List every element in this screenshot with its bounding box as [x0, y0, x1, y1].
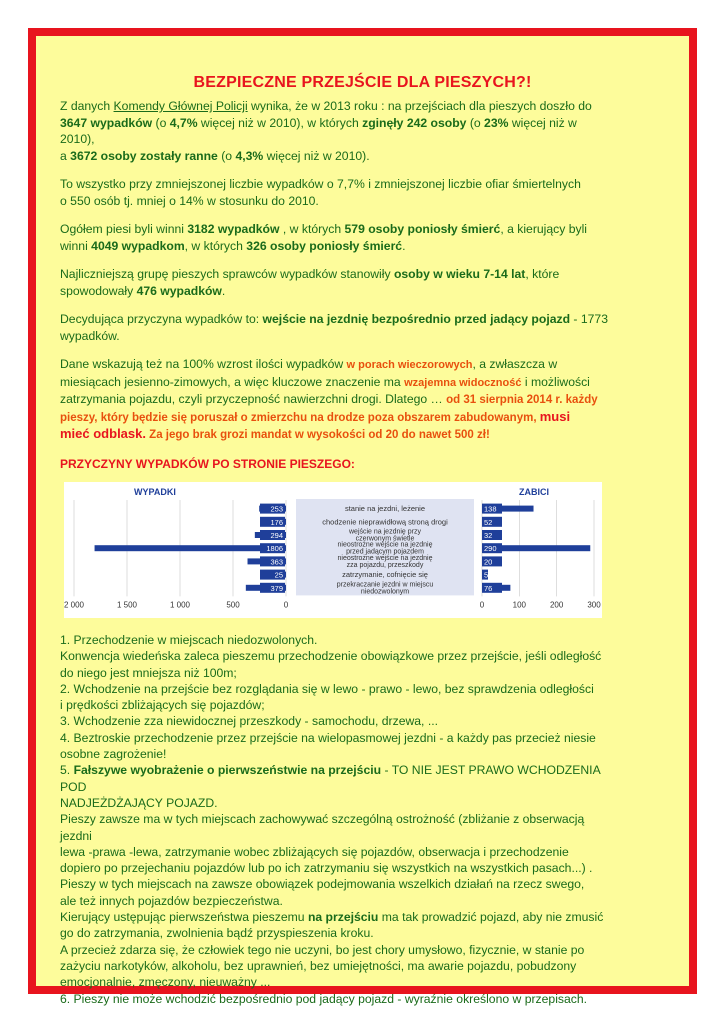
list-item: 2. Wchodzenie na przejście bez rozglądania się w lewo - prawo - lewo, bez sprawdzenia odległości	[60, 681, 594, 696]
chart-data-label-wypadki: 1806	[266, 544, 283, 554]
chart-category-label: nieostrożne wejście na jezdnię	[337, 541, 433, 549]
chart-data-label-wypadki: 176	[270, 517, 283, 527]
list-item	[60, 762, 612, 795]
text-bold: 4049 wypadkom	[91, 238, 185, 253]
text: Z danych	[60, 99, 114, 113]
list-item: A przecież zdarza się, że człowiek tego nie uczyni, bo jest chory umysłowo, fizycznie, w stanie po	[60, 942, 585, 957]
text-bold: 4,3%	[235, 148, 264, 163]
paragraph-statistics	[60, 98, 612, 164]
list-item: Pieszy zawsze ma w tych miejscach zachowywać szczególną ostrożność (zbliżanie z obserwacją jezdni	[60, 812, 585, 843]
text-bold: 326 osoby poniosły śmierć	[246, 238, 403, 253]
chart-category-label: nieostrożne wejście na jezdnię	[337, 554, 433, 562]
text: 5.	[60, 763, 74, 778]
list-item: 3. Wchodzenie zza niewidocznej przeszkody - samochodu, drzewa, ...	[60, 714, 438, 729]
police-link[interactable]: Komendy Głównej Policji	[113, 99, 248, 113]
chart-left-tick-label: 500	[226, 600, 240, 610]
text-bold: 3672 osoby zostały ranne	[70, 148, 218, 163]
chart-data-label-wypadki: 379	[270, 583, 283, 593]
text: Najliczniejszą grupę pieszych sprawców wypadków stanowiły	[60, 267, 394, 281]
list-item: Konwencja wiedeńska zaleca pieszemu przechodzenie obowiązkowe przez przejście, jeśli odległość	[60, 649, 602, 664]
chart-right-tick-label: 200	[549, 600, 564, 610]
list-item: NADJEŻDŻAJĄCY POJAZD.	[60, 795, 218, 810]
chart-left-tick-label: 1 000	[169, 600, 191, 610]
text: Decydująca przyczyna wypadków to:	[60, 312, 263, 326]
text: (o	[217, 148, 236, 163]
text: wypadków.	[60, 328, 120, 343]
text: winni	[60, 238, 92, 253]
paragraph-blame	[60, 221, 612, 254]
text-bold: 23%	[484, 115, 509, 130]
chart-data-label-zabici: 20	[484, 557, 493, 567]
chart-data-label-zabici: 32	[484, 531, 493, 540]
text: - TO NIE JEST PRAWO WCHODZENIA POD	[60, 763, 601, 794]
chart-category-label: przed jadącym pojazdem	[346, 548, 424, 556]
chart-category-label: niedozwolonym	[360, 588, 410, 596]
text: spowodowały	[60, 283, 137, 298]
text: więcej niż w 2010),	[60, 115, 577, 146]
chart-category-label: stanie na jezdni, leżenie	[344, 504, 426, 514]
list-item: 4. Beztroskie przechodzenie przez przejście na wielopasmowej jezdni - a każdy pas przecież niesie	[60, 730, 596, 745]
text-bold: 579 osoby poniosły śmierć	[344, 222, 501, 236]
page-title: BEZPIECZNE PRZEJŚCIE DLA PIESZYCH?!	[193, 74, 532, 91]
paragraph-reduction	[60, 176, 612, 209]
text: a	[60, 148, 71, 163]
text-bold: Fałszywe wyobrażenie o pierwszeństwie na przejściu	[73, 763, 382, 778]
text: , a zwłaszcza w	[472, 357, 558, 371]
text: , a kierujący byli	[500, 222, 588, 236]
list-item: emocjonalnie, zmęczony, nieuważny ...	[60, 975, 271, 990]
text-bold: 3182 wypadków	[187, 222, 280, 236]
text-red: musi	[539, 408, 571, 424]
text: (o	[466, 115, 485, 130]
chart-right-title: ZABICI	[519, 487, 549, 497]
list-item: lewa -prawa -lewa, zatrzymanie wobec zbliżających się pojazdów, obserwacja i przechodzenie	[60, 844, 569, 859]
text: Ogółem piesi byli winni	[60, 222, 188, 236]
chart-left-tick-label: 2 000	[64, 600, 85, 610]
chart-data-label-wypadki: 253	[270, 504, 283, 514]
chart-left-title: WYPADKI	[134, 487, 176, 497]
text: .	[402, 238, 406, 253]
text-orange: w porach wieczorowych	[346, 359, 473, 371]
list-item: do niego jest mniejsza niż 100m;	[60, 665, 237, 680]
chart-right-tick-label: 0	[479, 600, 485, 610]
chart-category-label: zatrzymanie, cofnięcie się	[342, 570, 428, 580]
list-item: dopiero po przejechaniu pojazdów lub po ich zatrzymaniu się wszystkich na wszystkich pasach...) .	[60, 861, 593, 876]
paragraph-visibility	[60, 356, 612, 444]
text-bold: 476 wypadków	[136, 283, 222, 298]
causes-chart	[64, 482, 602, 618]
text-bold: osoby w wieku 7-14 lat	[393, 267, 526, 281]
text: więcej niż w 2010), w których	[197, 115, 363, 130]
chart-category-label: wejście na jezdnię przy	[349, 528, 421, 536]
main-content	[60, 98, 612, 1007]
text: o 550 osób tj. mniej o 14% w stosunku do 2010.	[60, 193, 319, 208]
chart-right-tick-label: 100	[512, 600, 527, 610]
text-orange: wzajemna widoczność	[404, 376, 522, 389]
text: zatrzymania pojazdu, czyli przyczepność nawierzchni drogi. Dlatego …	[60, 392, 447, 406]
text: wynika, że w 2013 roku : na przejściach dla pieszych doszło do	[247, 99, 592, 113]
chart-right-tick-label: 300	[587, 600, 601, 610]
chart-category-label: czerwonym świetle	[355, 535, 415, 543]
chart-data-label-zabici: 5	[484, 570, 489, 580]
text: ma tak prowadzić pojazd, aby nie zmusić	[378, 910, 604, 925]
chart-data-label-wypadki: 25	[274, 570, 283, 580]
text-orange: od 31 sierpnia 2014 r. każdy	[446, 394, 598, 406]
chart-left-tick-label: 0	[283, 600, 289, 610]
text: więcej niż w 2010).	[263, 148, 370, 163]
list-item: ale też innych pojazdów bezpieczeństwa.	[60, 893, 283, 908]
chart-category-label: chodzenie nieprawidłową stroną drogi	[322, 517, 448, 527]
list-item: go do zatrzymania, zwolnienia bądź przyspieszenia kroku.	[60, 926, 374, 941]
list-item	[60, 909, 612, 925]
text: - 1773	[570, 312, 608, 326]
list-item: i prędkości zbliżających się pojazdów;	[60, 698, 265, 713]
causes-chart-svg	[64, 482, 602, 618]
chart-data-label-zabici: 290	[484, 544, 497, 554]
list-item: 1. Przechodzenie w miejscach niedozwolonych.	[60, 633, 318, 647]
list-item: zażyciu narkotyków, alkoholu, bez uprawnień, bez umiejętności, ma awarie pojazdu, pobudzony	[60, 958, 577, 973]
text: Kierujący ustępując pierwszeństwa pieszemu	[60, 910, 308, 925]
chart-category-label: zza pojazdu, przeszkody	[346, 561, 424, 569]
text: To wszystko przy zmniejszonej liczbie wypadków o 7,7% i zmniejszonej liczbie ofiar śmiertelnych	[60, 177, 581, 191]
paragraph-main-cause	[60, 311, 612, 344]
text-bold: 4,7%	[169, 115, 198, 130]
list-item: osobne zagrożenie!	[60, 747, 167, 762]
text-bold: zginęły 242 osoby	[362, 115, 467, 130]
text-bold: 3647 wypadków	[60, 115, 153, 130]
text: .	[221, 283, 226, 298]
chart-data-label-wypadki: 363	[270, 557, 283, 567]
text-orange: pieszy, który będzie się poruszał o zmierzchu na drodze poza obszarem zabudowanym,	[60, 411, 540, 424]
text: miesiącach jesienno-zimowych, a więc kluczowe znaczenie ma	[60, 374, 405, 389]
text: , w których	[279, 222, 345, 236]
text-bold: wejście na jezdnię bezpośrednio przed jadący pojazd	[262, 312, 571, 326]
text: (o	[152, 115, 170, 130]
chart-data-label-zabici: 52	[484, 517, 493, 527]
text-red: mieć odblask.	[60, 426, 146, 441]
paragraph-age-group	[60, 266, 612, 299]
list-item: Pieszy w tych miejscach na zawsze obowiązek podejmowania wszelkich działań na rzecz swego,	[60, 877, 585, 892]
text: i możliwości	[521, 374, 590, 389]
chart-bar-wypadki	[95, 544, 286, 554]
text-bold: na przejściu	[307, 910, 379, 925]
chart-category-label: przekraczanie jezdni w miejscu	[336, 581, 434, 589]
chart-data-label-zabici: 76	[484, 583, 493, 593]
list-item: 6. Pieszy nie może wchodzić bezpośrednio pod jadący pojazd - wyraźnie określono w przepisach.	[60, 991, 588, 1006]
text: Dane wskazują też na 100% wzrost ilości wypadków	[60, 357, 347, 371]
chart-data-label-zabici: 138	[484, 504, 497, 514]
chart-left-tick-label: 1 500	[116, 600, 138, 610]
causes-list	[60, 632, 612, 1007]
text-orange: Za jego brak grozi mandat w wysokości od 20 do nawet 500 zł!	[145, 429, 490, 441]
section-heading: PRZYCZYNY WYPADKÓW PO STRONIE PIESZEGO:	[60, 456, 355, 471]
text: , w których	[184, 238, 247, 253]
chart-data-label-wypadki: 294	[270, 531, 283, 540]
text: , które	[525, 267, 560, 281]
